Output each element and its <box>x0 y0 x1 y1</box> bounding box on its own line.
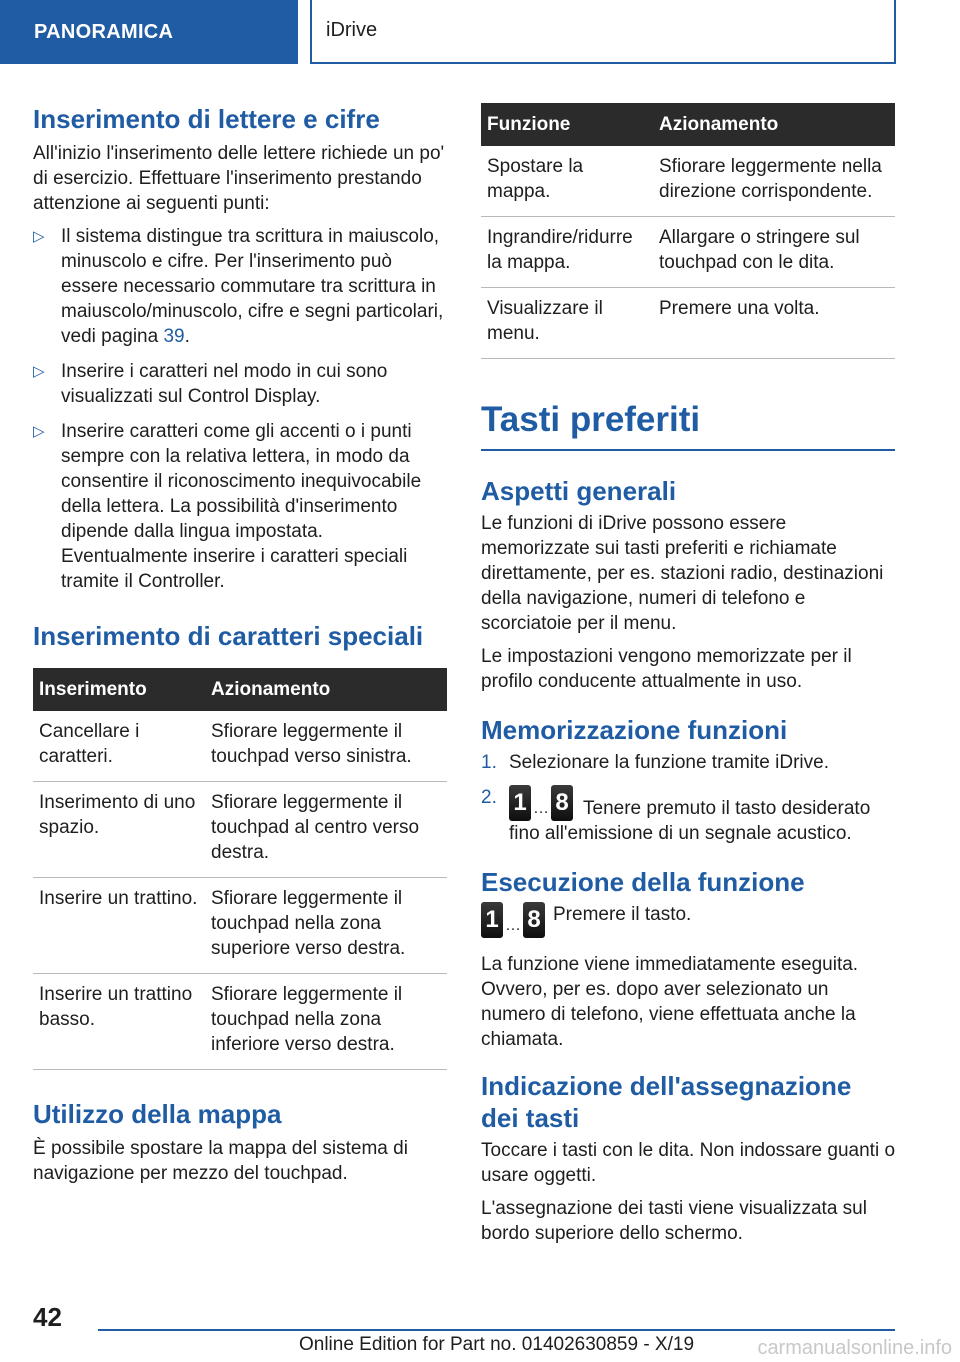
store-steps <box>481 750 895 846</box>
list-item: 1. Selezionare la funzione tramite iDrive. <box>481 752 829 773</box>
heading-key-assignment: Indicazione dell'assegnazione dei tasti <box>481 1071 852 1133</box>
triangle-bullet-icon: ▷ <box>33 228 45 245</box>
list-item: ▷ Inserire i caratteri nel modo in cui sono visualizzati sul Control Display. <box>33 361 388 407</box>
paragraph-general-1: Le funzioni di iDrive possono essere memorizzate sui tasti preferiti e richiamate direttamente, per es. stazioni radio, destinazioni della navigazione, numeri di telefono e scorciatoie per il menu. <box>481 513 884 634</box>
favorite-keys-icon: 1 … 8 <box>481 902 545 938</box>
list-item: 2. 1 … 8 Tenere premuto il tasto desiderato fino all'emissione di un segnale acustico. <box>481 787 871 844</box>
favorite-keys-icon: 1 … 8 <box>509 785 573 821</box>
table-header: Azionamento <box>205 668 447 711</box>
page-number: 42 <box>33 1302 62 1332</box>
triangle-bullet-icon: ▷ <box>33 423 45 440</box>
paragraph-general-2: Le impostazioni vengono memorizzate per il profilo conducente attualmente in uso. <box>481 646 852 692</box>
heading-store-functions: Memorizzazione funzioni <box>481 715 788 745</box>
chapter-title: iDrive <box>310 0 896 64</box>
execute-text: Premere il tasto. <box>553 904 692 925</box>
table-header: Azionamento <box>653 103 895 146</box>
table-row: Inserimento di uno spazio. Sfiorare leggermente il touchpad al centro verso destra. <box>33 782 447 878</box>
table-row: Inserire un trattino basso. Sfiorare leggermente il touchpad nella zona inferiore verso destra. <box>33 974 447 1070</box>
triangle-bullet-icon: ▷ <box>33 363 45 380</box>
table-row: Visualizzare il menu. Premere una volta. <box>481 288 895 359</box>
page-link[interactable]: 39 <box>163 326 185 347</box>
left-column <box>33 103 447 1194</box>
footer-edition: Online Edition for Part no. 01402630859 - X/19 <box>298 1334 695 1355</box>
list-item: ▷ Il sistema distingue tra scrittura in maiuscolo, minuscolo e cifre. Per l'inserimento può essere necessario commutare tra scrittura in maiuscolo/minuscolo, cifre e segni particolari, vedi pagina 39. <box>33 226 444 347</box>
paragraph-assign-1: Toccare i tasti con le dita. Non indossare guanti o usare oggetti. <box>481 1140 896 1186</box>
table-row: Spostare la mappa. Sfiorare leggermente nella direzione corrispondente. <box>481 146 895 217</box>
heading-letters: Inserimento di lettere e cifre <box>33 104 380 134</box>
right-column <box>481 103 895 1254</box>
section-tab: PANORAMICA <box>0 0 298 64</box>
special-chars-table <box>33 668 447 1070</box>
table-row: Cancellare i caratteri. Sfiorare leggermente il touchpad verso sinistra. <box>33 711 447 782</box>
table-header: Funzione <box>481 103 653 146</box>
table-row: Ingrandire/ridurre la mappa. Allargare o stringere sul touchpad con le dita. <box>481 217 895 288</box>
heading-favorite-keys: Tasti preferiti <box>481 399 895 451</box>
watermark: carmanualsonline.info <box>757 1337 952 1359</box>
table-row: Inserire un trattino. Sfiorare leggermente il touchpad nella zona superiore verso destra. <box>33 878 447 974</box>
list-item: ▷ Inserire caratteri come gli accenti o i punti sempre con la relativa lettera, in modo da consentire il riconoscimento inequivocabile della lettera. La possibilità d'inserimento dipende dalla lingua impostata. Eventualmente inserire i caratteri speciali tramite il Controller. <box>33 421 422 592</box>
heading-special-chars: Inserimento di caratteri speciali <box>33 621 424 651</box>
paragraph-letters: All'inizio l'inserimento delle lettere richiede un po' di esercizio. Effettuare l'inserimento prestando attenzione ai seguenti punti: <box>33 143 445 214</box>
execute-row <box>481 902 895 942</box>
paragraph-assign-2: L'assegnazione dei tasti viene visualizzata sul bordo superiore dello schermo. <box>481 1198 867 1244</box>
paragraph-map: È possibile spostare la mappa del sistema di navigazione per mezzo del touchpad. <box>33 1138 408 1184</box>
bullet-list <box>33 224 447 594</box>
table-header: Inserimento <box>33 668 205 711</box>
heading-map: Utilizzo della mappa <box>33 1099 282 1129</box>
map-functions-table <box>481 103 895 359</box>
paragraph-execute: La funzione viene immediatamente eseguita. Ovvero, per es. dopo aver selezionato un numero di telefono, viene effettuata anche la chiamata. <box>481 954 859 1050</box>
footer-divider <box>98 1329 895 1331</box>
heading-execute-function: Esecuzione della funzione <box>481 867 805 897</box>
heading-general: Aspetti generali <box>481 476 677 506</box>
